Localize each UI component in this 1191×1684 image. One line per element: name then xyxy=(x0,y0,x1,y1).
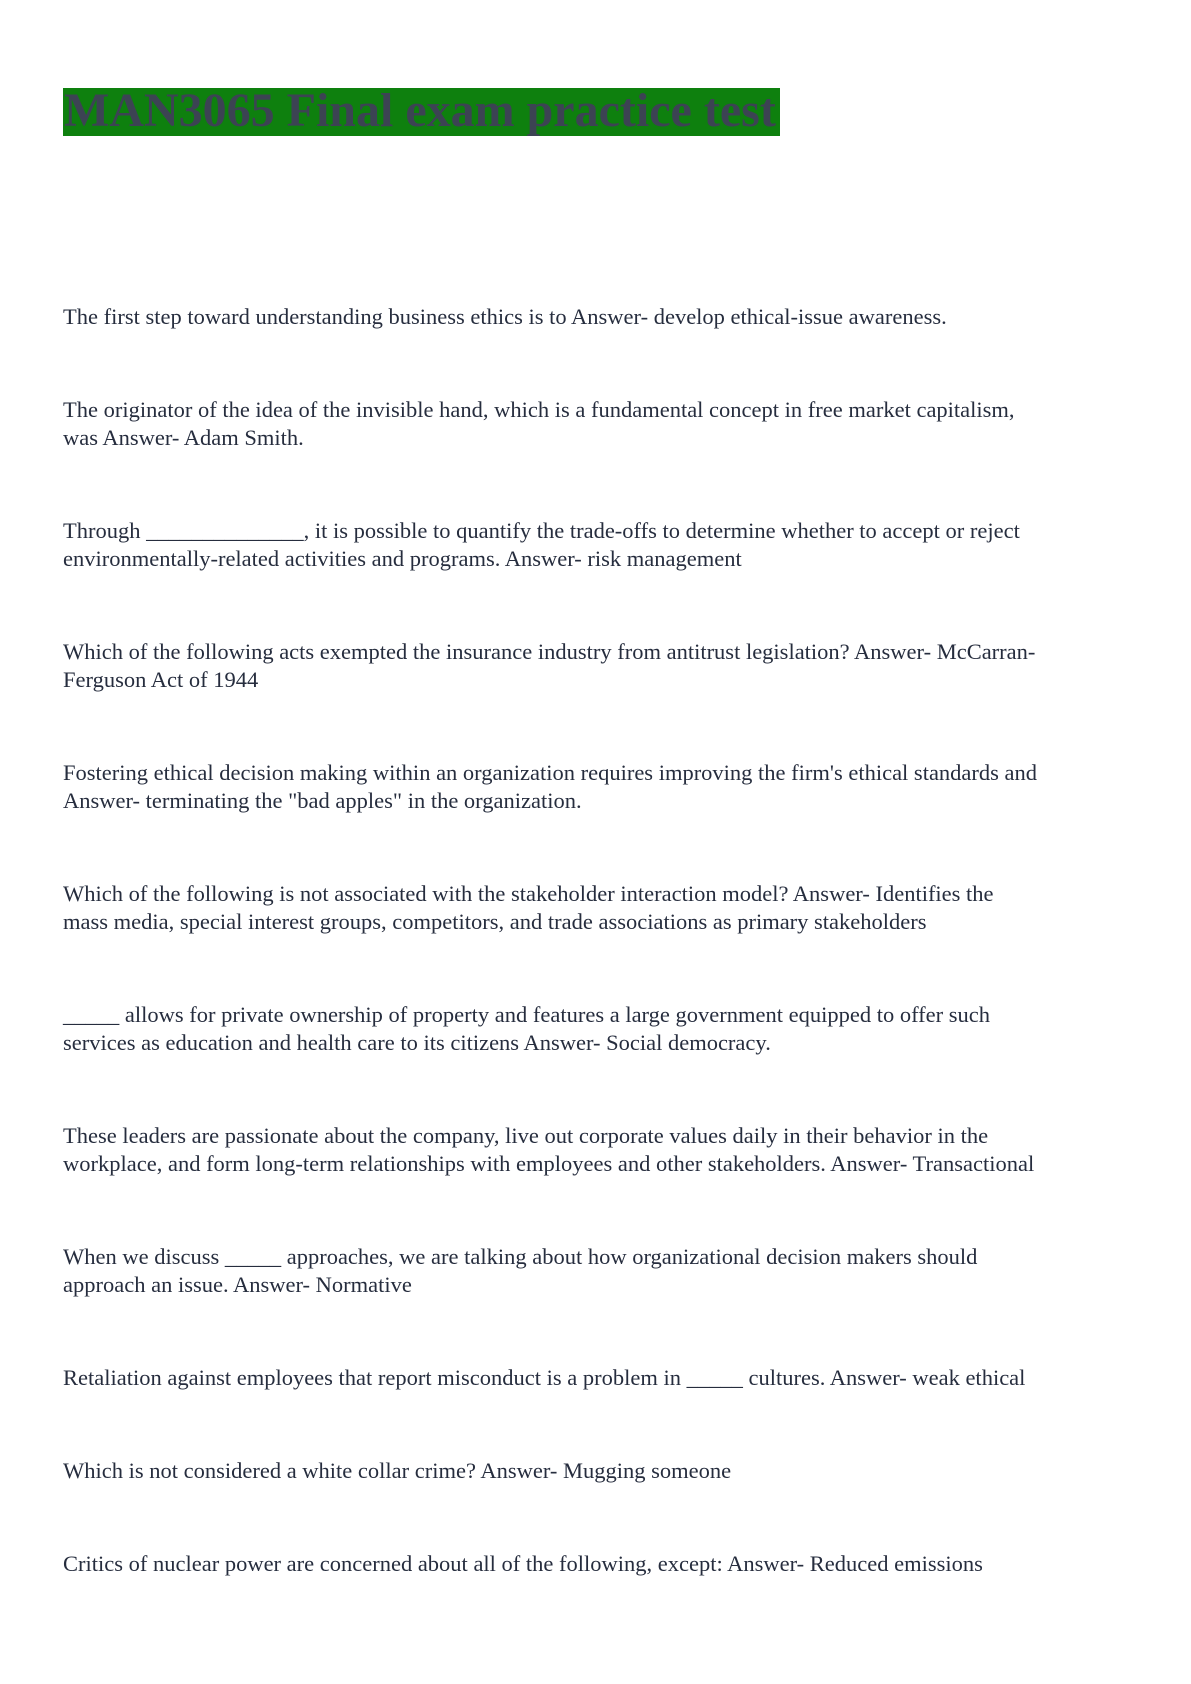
question-line: Which is not considered a white collar crime? Answer- Mugging someone xyxy=(63,1458,732,1483)
question-line: These leaders are passionate about the company, live out corporate values daily in their behavior in the xyxy=(63,1123,989,1148)
question-line: mass media, special interest groups, competitors, and trade associations as primary stakeholders xyxy=(63,909,927,934)
question-line: The originator of the idea of the invisible hand, which is a fundamental concept in free market capitalism, xyxy=(63,397,1015,422)
question-line: The first step toward understanding business ethics is to Answer- develop ethical-issue awareness. xyxy=(63,304,947,329)
question-paragraph xyxy=(63,1243,1130,1299)
question-line: Which of the following acts exempted the insurance industry from antitrust legislation? Answer- McCarran- xyxy=(63,639,1036,664)
question-line: When we discuss _____ approaches, we are talking about how organizational decision makers should xyxy=(63,1244,978,1269)
question-line: Fostering ethical decision making within an organization requires improving the firm's ethical standards and xyxy=(63,760,1038,785)
question-paragraph xyxy=(63,396,1130,452)
question-line: approach an issue. Answer- Normative xyxy=(63,1272,412,1297)
page-title xyxy=(63,84,1130,137)
question-paragraph xyxy=(63,1001,1130,1057)
question-line: workplace, and form long-term relationships with employees and other stakeholders. Answer- Transactional xyxy=(63,1151,1035,1176)
question-line: Retaliation against employees that report misconduct is a problem in _____ cultures. Answer- weak ethical xyxy=(63,1365,1026,1390)
question-paragraph xyxy=(63,1457,1130,1485)
question-paragraph xyxy=(63,1364,1130,1392)
question-paragraph xyxy=(63,1550,1130,1578)
question-line: Critics of nuclear power are concerned about all of the following, except: Answer- Reduced emissions xyxy=(63,1551,983,1576)
question-line: Through ______________, it is possible to quantify the trade-offs to determine whether to accept or reject xyxy=(63,518,1020,543)
question-line: _____ allows for private ownership of property and features a large government equipped to offer such xyxy=(63,1002,991,1027)
question-line: Answer- terminating the "bad apples" in the organization. xyxy=(63,788,582,813)
question-line: Ferguson Act of 1944 xyxy=(63,667,259,692)
question-line: services as education and health care to its citizens Answer- Social democracy. xyxy=(63,1030,771,1055)
question-paragraph xyxy=(63,1122,1130,1178)
question-paragraph xyxy=(63,517,1130,573)
page-title-highlight: MAN3065 Final exam practice test xyxy=(63,88,780,136)
question-paragraph xyxy=(63,303,1130,331)
question-line: environmentally-related activities and programs. Answer- risk management xyxy=(63,546,742,571)
question-line: Which of the following is not associated with the stakeholder interaction model? Answer- Identifies the xyxy=(63,881,994,906)
question-line: was Answer- Adam Smith. xyxy=(63,425,304,450)
question-paragraph xyxy=(63,880,1130,936)
question-paragraph xyxy=(63,638,1130,694)
question-paragraph xyxy=(63,759,1130,815)
question-list xyxy=(63,303,1130,1578)
